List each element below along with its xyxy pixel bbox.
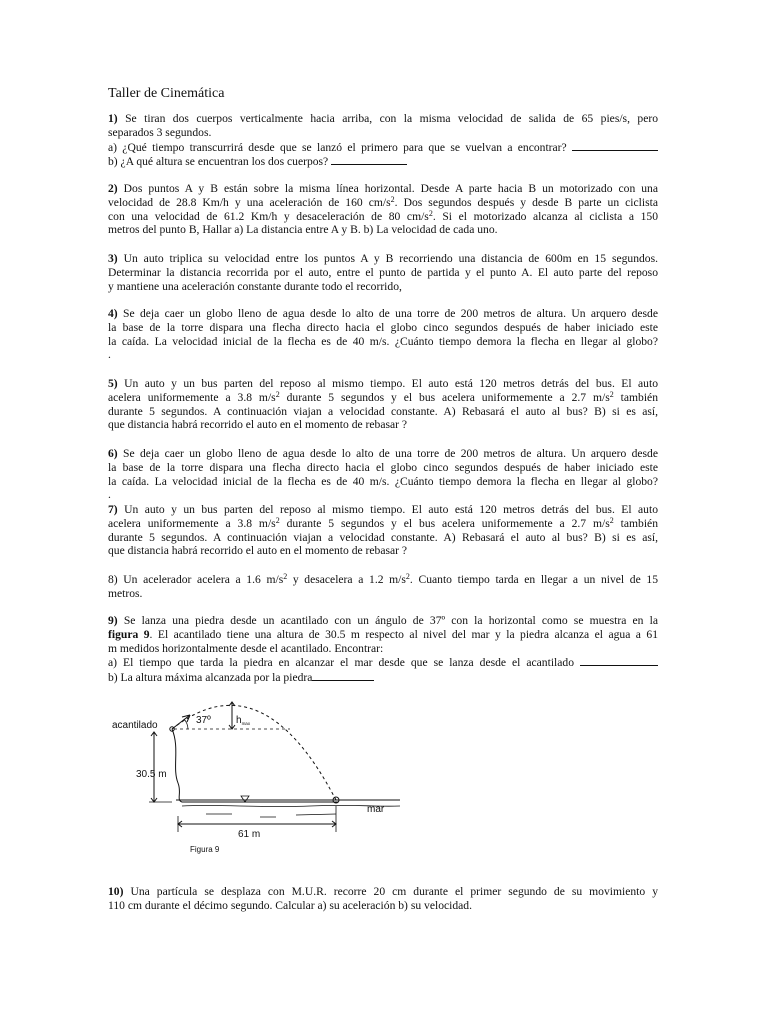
figure-9-diagram: [110, 698, 410, 858]
problem-number: 5): [108, 377, 118, 390]
answer-blank: [572, 140, 658, 151]
problem-number: 2): [108, 182, 118, 195]
problem-number: 6): [108, 447, 118, 460]
problem-10: 10) Una partícula se desplaza con M.U.R. recorre 20 cm durante el primer segundo de su movimiento y 110 cm durante el décimo segundo. Calcular a) su aceleración b) su velocidad.: [108, 885, 658, 912]
problem-7: 7) Un auto y un bus parten del reposo al mismo tiempo. El auto está 120 metros detrás del bus. El auto acelera uniformemente a 3.8 $m/s^2$ durante 5 segundos y el bus acelera uniformemente a 2.7 $m/s^2$ también durante 5 segundos. A continuación viajan a velocidad constante. A) Rebasará el auto al bus? B) si es así, que distancia habrá recorrido el auto en el momento de rebasar ?: [108, 503, 658, 558]
question-b: b) La altura máxima alcanzada por la piedra: [108, 671, 313, 685]
problem-number: 3): [108, 252, 118, 265]
problem-number: 4): [108, 307, 118, 320]
water-level-symbol: [241, 796, 249, 802]
problem-number: 10): [108, 885, 124, 898]
problem-4: 4) Se deja caer un globo lleno de agua desde lo alto de una torre de 200 metros de altura. Un arquero desde la base de la torre dispara una flecha directo hacia el globo cinco segundos después de haber iniciado este la caída. La velocidad inicial de la flecha es de 40 m/s. ¿Cuánto tiempo demora la flecha en llegar al globo? .: [108, 307, 658, 362]
height-label: 30.5 m: [136, 769, 167, 780]
problem-number: 9): [108, 614, 118, 627]
problem-1: 1) Se tiran dos cuerpos verticalmente hacia arriba, con la misma velocidad de salida de 65 pies/s, pero separados 3 segundos. a) ¿Qué tiempo transcurrirá desde que se lanzó el primero para que se vuelvan a encontrar? b) ¿A qué altura se encuentran los dos cuerpos?: [108, 112, 658, 169]
problem-9: 9) Se lanza una piedra desde un acantilado con un ángulo de 37º con la horizontal como se muestra en la figura 9. El acantilado tiene una altura de 30.5 m respecto al nivel del mar y la piedra alcanza el agua a 61 m medidos horizontalmente desde el acantilado. Encontrar: a) El tiempo que tarda la piedra en alcanzar el mar desde que se lanza desde el acantilado b) La altura máxima alcanzada por la piedra: [108, 614, 659, 685]
figure-caption: Figura 9: [190, 845, 220, 854]
problem-2: 2) Dos puntos A y B están sobre la misma línea horizontal. Desde A parte hacia B un motorizado con una velocidad de 28.8 Km/h y una aceleración de 160 $cm/s^2$. Dos segundos después y desde B parte un ciclista con una velocidad de 61.2 Km/h y desaceleración de 80 $cm/s^2$. Si el motorizado alcanza al ciclista a 150 metros del punto B, Hallar a) La distancia entre A y B. b) La velocidad de cada uno.: [108, 182, 658, 237]
problem-5: 5) Un auto y un bus parten del reposo al mismo tiempo. El auto está 120 metros detrás del bus. El auto acelera uniformemente a 3.8 $m/s^2$ durante 5 segundos y el bus acelera uniformemente a 2.7 $m/s^2$ también durante 5 segundos. A continuación viajan a velocidad constante. A) Rebasará el auto al bus? B) si es así, que distancia habrá recorrido el auto en el momento de rebasar ?: [108, 377, 658, 432]
hmax-subscript: max: [241, 721, 251, 726]
sea-wave-marks: [206, 814, 336, 817]
cliff-profile: [172, 729, 338, 802]
answer-blank: [580, 655, 658, 666]
svg-text:hmax: [236, 715, 251, 726]
question-b: b) ¿A qué altura se encuentran los dos cuerpos?: [108, 155, 329, 169]
angle-label: 37º: [196, 715, 211, 726]
sea-label: mar: [367, 804, 385, 815]
answer-blank: [331, 154, 407, 165]
problem-8: 8) Un acelerador acelera a 1.6 $m/s^2$ y desacelera a 1.2 $m/s^2$. Cuanto tiempo tarda en llegar a un nivel de 15 metros.: [108, 572, 658, 600]
problem-number: 7): [108, 503, 118, 516]
hmax-label: h: [236, 715, 242, 726]
figure-reference: figura 9: [108, 627, 150, 641]
question-a: a) El tiempo que tarda la piedra en alcanzar el mar desde que se lanza desde el acantilado: [108, 656, 575, 670]
problem-6: 6) Se deja caer un globo lleno de agua desde lo alto de una torre de 200 metros de altura. Un arquero desde la base de la torre dispara una flecha directo hacia el globo cinco segundos después de haber iniciado este la caída. La velocidad inicial de la flecha es de 40 m/s. ¿Cuánto tiempo demora la flecha en llegar al globo? .: [108, 447, 658, 502]
distance-label: 61 m: [238, 829, 261, 840]
question-a: a) ¿Qué tiempo transcurrirá desde que se lanzó el primero para que se vuelvan a encontrar?: [108, 140, 567, 154]
page-title: Taller de Cinemática: [108, 86, 225, 101]
problem-number: 1): [108, 112, 118, 125]
cliff-label: acantilado: [112, 720, 158, 731]
problem-3: 3) Un auto triplica su velocidad entre los puntos A y B recorriendo una distancia de 600m en 15 segundos. Determinar la distancia recorrida por el auto, entre el punto de partida y el punto A. El auto parte del reposo y mantiene una aceleración constante durante todo el recorrido,: [108, 252, 658, 293]
answer-blank: [312, 670, 374, 681]
